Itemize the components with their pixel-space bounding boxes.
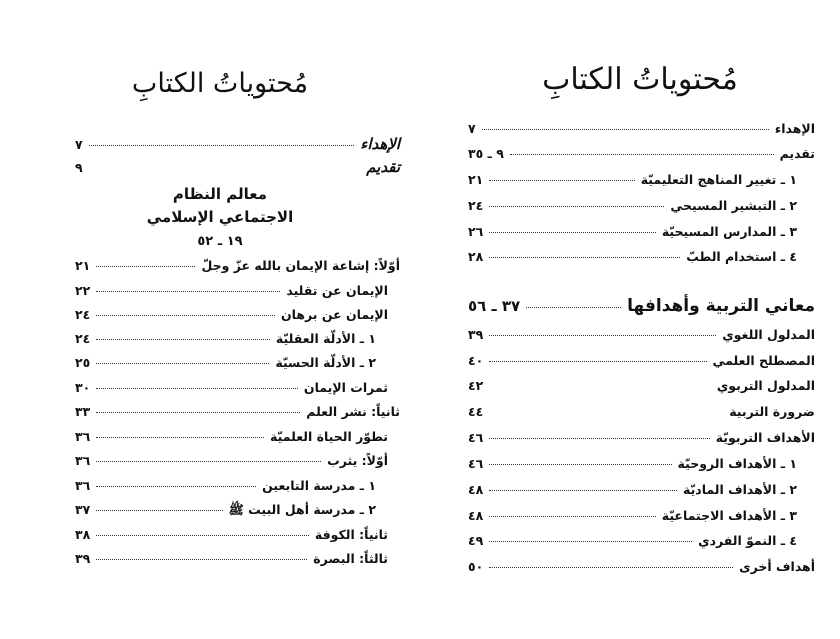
toc-entry-page: ٢١ — [468, 172, 484, 187]
toc-entry-page: ٤٦ — [468, 430, 484, 445]
toc-entry-label: ثمرات الإيمان — [303, 380, 388, 395]
toc-entry-label: ٣ ـ الأهداف الاجتماعيّة — [661, 508, 797, 523]
leader-dots — [96, 412, 300, 413]
toc-entry-page: ٣٦ — [75, 478, 91, 493]
toc-entry-page: ٢٥ — [75, 355, 91, 370]
leader-dots — [489, 567, 733, 568]
toc-entry-label: ٤ ـ استخدام الطبّ — [686, 249, 797, 264]
toc-entry-page: ٥٠ — [468, 559, 484, 574]
leader-dots — [489, 490, 677, 491]
toc-entry-page: ٢٤ — [468, 198, 484, 213]
toc-entry — [468, 456, 797, 471]
toc-entry-label: ثانياً: نشر العلم — [306, 404, 400, 419]
toc-entry — [468, 482, 797, 497]
toc-entry-page: ٣٣ — [75, 404, 91, 419]
toc-entry-label: الأهداف التربويّة — [715, 430, 815, 445]
toc-entry — [75, 404, 400, 419]
toc-entry — [75, 551, 388, 566]
leader-dots — [489, 180, 634, 181]
toc-entry — [75, 453, 388, 468]
toc-entry — [468, 224, 797, 239]
toc-entry-page: ٣٦ — [75, 429, 91, 444]
toc-entry-label: الإيمان عن برهان — [280, 307, 388, 322]
section-title-line1: معالم النظام — [172, 185, 268, 203]
toc-entry-page: ٣٠ — [75, 380, 91, 395]
toc-entry-page: ٤٨ — [468, 508, 484, 523]
toc-entry-label: تقديم — [366, 158, 400, 176]
toc-entry — [468, 533, 797, 548]
toc-entry-label: ثانياً: الكوفة — [314, 527, 388, 542]
leader-dots — [489, 257, 680, 258]
toc-entry-label: ١ ـ الأدلّة العقليّة — [275, 331, 376, 346]
toc-entry — [468, 146, 815, 161]
toc-entry — [75, 283, 388, 298]
leader-dots — [96, 291, 280, 292]
section-title-line2: الاجتماعي الإسلامي — [146, 208, 294, 226]
toc-entry — [468, 296, 815, 316]
leader-dots — [489, 335, 716, 336]
toc-entry — [75, 331, 376, 346]
toc-entry-page: ٧ — [75, 137, 83, 152]
toc-entry-page: ٤٦ — [468, 456, 484, 471]
toc-entry-page: ٤٩ — [468, 533, 484, 548]
section-pages: ١٩ ـ ٥٢ — [197, 234, 243, 249]
toc-entry-page: ٢٢ — [75, 283, 91, 298]
toc-entry-label: ١ ـ الأهداف الروحيّة — [677, 456, 797, 471]
toc-entry — [468, 378, 815, 393]
leader-dots — [489, 232, 656, 233]
toc-entry — [75, 158, 400, 176]
toc-entry — [468, 172, 797, 187]
toc-entry-page: ٣٩ — [468, 327, 484, 342]
toc-entry-label: أهداف أخرى — [739, 559, 815, 574]
toc-entry-label: ضرورة التربية — [729, 404, 815, 419]
leader-dots — [489, 541, 692, 542]
leader-dots — [96, 535, 309, 536]
toc-entry-page: ٣٧ ـ ٥٦ — [468, 297, 521, 315]
toc-entry — [468, 198, 797, 213]
toc-entry-label: ثالثاً: البصرة — [313, 551, 388, 566]
toc-entry-label: ٢ ـ التبشير المسيحي — [670, 198, 797, 213]
toc-entry-page: ٤٤ — [468, 404, 484, 419]
toc-entry — [468, 327, 815, 342]
toc-entry-page: ٧ — [468, 121, 476, 136]
toc-entry-label: ٢ ـ الأدلّة الحسيّة — [275, 355, 376, 370]
left-page — [40, 0, 400, 639]
toc-entry-label: الإهداء — [774, 121, 815, 136]
toc-entry — [468, 404, 815, 419]
toc-entry — [468, 249, 797, 264]
leader-dots — [489, 206, 664, 207]
toc-entry-label: معاني التربية وأهدافها — [627, 296, 815, 316]
left-page-title: مُحتوياتُ الكتابِ — [131, 68, 309, 99]
toc-entry — [468, 430, 815, 445]
leader-dots — [96, 363, 269, 364]
toc-entry — [75, 307, 388, 322]
toc-entry — [468, 121, 815, 136]
toc-entry-label: أوّلاً: يثرب — [327, 453, 388, 468]
toc-entry — [468, 559, 815, 574]
toc-entry-label: ١ ـ مدرسة التابعين — [262, 478, 376, 493]
leader-dots — [96, 315, 275, 316]
toc-entry-label: ٣ ـ المدارس المسيحيّة — [661, 224, 797, 239]
toc-entry-label: المصطلح العلمي — [712, 353, 815, 368]
toc-entry-page: ٣٩ — [75, 551, 91, 566]
leader-dots — [96, 437, 264, 438]
toc-entry-label: تقديم — [779, 146, 815, 161]
toc-entry — [75, 258, 400, 273]
toc-entry — [75, 502, 376, 521]
toc-entry — [468, 508, 797, 523]
right-page-title: مُحتوياتُ الكتابِ — [542, 62, 738, 97]
toc-entry-label: ١ ـ تغيير المناهج التعليميّة — [640, 172, 797, 187]
toc-entry — [468, 353, 815, 368]
toc-entry — [75, 478, 376, 493]
leader-dots — [96, 510, 222, 511]
toc-entry-page: ٢٦ — [468, 224, 484, 239]
toc-entry-label: الإيمان عن تقليد — [286, 283, 388, 298]
leader-dots — [96, 339, 270, 340]
leader-dots — [510, 154, 774, 155]
toc-entry — [75, 355, 376, 370]
toc-entry-label: ٢ ـ مدرسة أهل البيت ﷺ — [228, 502, 376, 517]
leader-dots — [96, 266, 195, 267]
toc-entry-page: ٩ — [75, 160, 83, 175]
toc-entry — [75, 135, 400, 153]
toc-entry-label: تطوّر الحياة العلميّة — [270, 429, 388, 444]
toc-entry-page: ٩ ـ ٣٥ — [468, 146, 504, 161]
toc-entry-label: الإهداء — [360, 135, 400, 153]
leader-dots — [96, 388, 298, 389]
toc-entry-label: ٢ ـ الأهداف الماديّة — [683, 482, 797, 497]
toc-entry-page: ٤٨ — [468, 482, 484, 497]
toc-entry-page: ٢٨ — [468, 249, 484, 264]
toc-entry-page: ٤٠ — [468, 353, 484, 368]
toc-entry-label: ٤ ـ النموّ الفردي — [698, 533, 797, 548]
leader-dots — [96, 486, 256, 487]
leader-dots — [489, 438, 709, 439]
toc-entry-label: المدلول التربوي — [716, 378, 815, 393]
toc-entry — [75, 380, 388, 395]
toc-entry-page: ٣٨ — [75, 527, 91, 542]
leader-dots — [89, 145, 355, 146]
leader-dots — [489, 464, 671, 465]
toc-entry-page: ٢٤ — [75, 331, 91, 346]
toc-entry — [75, 527, 388, 542]
toc-entry-page: ٢١ — [75, 258, 91, 273]
leader-dots — [489, 361, 706, 362]
toc-entry — [75, 429, 388, 444]
leader-dots — [96, 559, 307, 560]
toc-entry-page: ٢٤ — [75, 307, 91, 322]
right-page — [440, 0, 840, 639]
toc-entry-page: ٤٢ — [468, 378, 484, 393]
toc-entry-page: ٣٧ — [75, 502, 91, 517]
leader-dots — [96, 461, 321, 462]
toc-entry-label: المدلول اللغوي — [722, 327, 815, 342]
leader-dots — [489, 516, 655, 517]
toc-entry-label: أوّلاً: إشاعة الإيمان بالله عزّ وجلّ — [201, 258, 400, 273]
leader-dots — [526, 307, 621, 308]
toc-entry-page: ٣٦ — [75, 453, 91, 468]
leader-dots — [482, 129, 769, 130]
